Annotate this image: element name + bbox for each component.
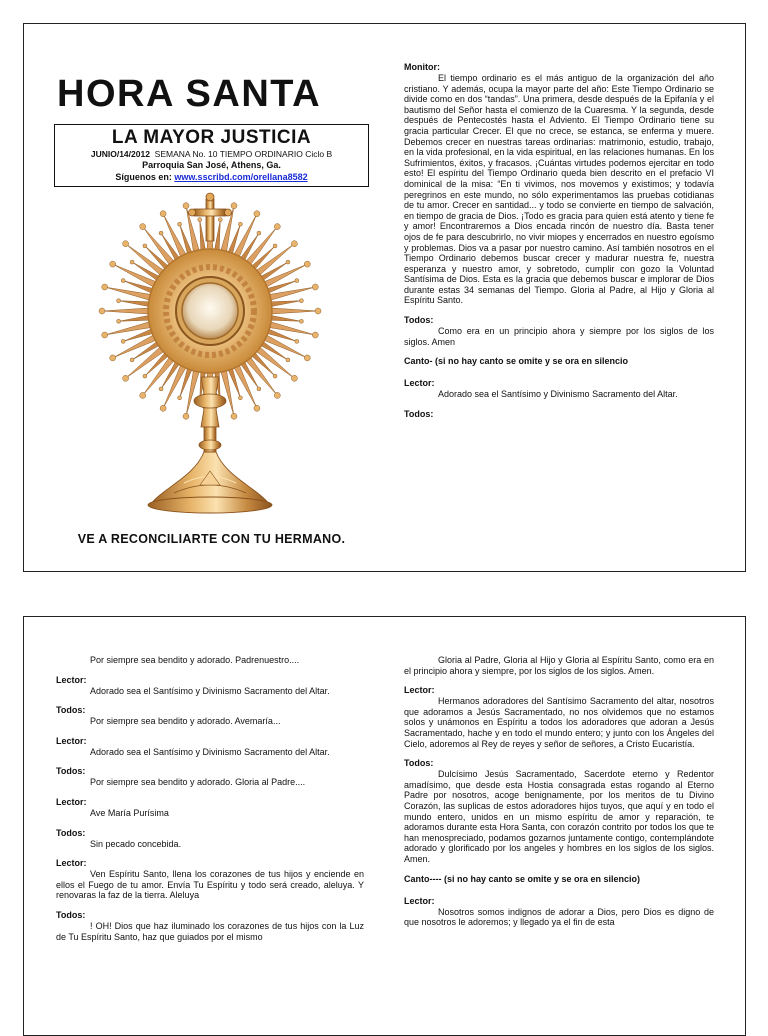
todos-block (56, 766, 364, 788)
todos-block (404, 409, 714, 420)
block-text: Gloria al Padre, Gloria al Hijo y Gloria al Espíritu Santo, como era en el principio ahora y siempre, por los siglos de los siglos. Amen. (404, 655, 714, 676)
role-label: Monitor: (404, 62, 440, 72)
monstrance-ray-tip (254, 211, 260, 217)
role-label: Lector: (404, 378, 435, 389)
monitor-column (404, 62, 714, 429)
role-label: Lector: (404, 685, 435, 696)
monstrance-ray-tip (295, 279, 299, 283)
monstrance-ray-tip (117, 319, 121, 323)
monstrance-ray-tip (273, 374, 277, 378)
follow-link[interactable]: www.sscribd.com/orellana8582 (174, 172, 308, 182)
role-label: Lector: (56, 858, 87, 869)
block-text: ! OH! Dios que haz iluminado los corazones de tus hijos con la Luz de Tu Espíritu Santo, haz que guiados por el mismo (56, 920, 364, 942)
block-text: Por siempre sea bendito y adorado. Avemaría... (90, 716, 281, 727)
role-label: Todos: (56, 909, 86, 920)
block-text: Por siempre sea bendito y adorado. Padrenuestro.... (90, 655, 300, 665)
todos-block (56, 828, 364, 850)
monstrance-ray-tip (160, 405, 166, 411)
role-label: Todos: (56, 705, 86, 716)
role-label: Todos: (404, 315, 434, 326)
monstrance-ray-tip (315, 308, 321, 314)
block-text: Dulcísimo Jesús Sacramentado, Sacerdote eterno y Redentor amadísimo, que desde esta Hostia consagrada estas rogando al Eterno Padre por nosotros, acoge benignamente, por los meritos de tu Divino Corazón, las suplicas de estos adoradores hijos tuyos, que aquí y en todo el mundo entero, unidos en un mismo espíritu de amor y reparación, te adoramos durante esta Hora Santa, con corazón contrito por todos los que te han menospreciado, podamos gozarnos juntamente contigo, contemplándote adorado y glorificado por los angeles y hombres en los siglos de los siglos. Amen. (404, 769, 714, 864)
monstrance-ray-tip (274, 392, 280, 398)
right-column (404, 655, 714, 937)
monitor-block (404, 62, 714, 306)
role-label: Todos: (56, 827, 86, 838)
role-label: Lector: (56, 735, 87, 746)
role-label: Lector: (56, 674, 87, 685)
date-text: JUNIO/14/2012 (90, 149, 150, 159)
monstrance-ray-tip (123, 375, 129, 381)
role-label: Todos: (56, 766, 86, 777)
follow-label: Síguenos en: (115, 172, 172, 182)
block-text: Por siempre sea bendito y adorado. Gloria al Padre.... (90, 777, 306, 788)
lector-block (404, 685, 714, 749)
monstrance-ray-tip (257, 387, 261, 391)
monstrance-ray-tip (102, 284, 108, 290)
monstrance-ray-tip (183, 413, 189, 419)
monstrance-ray-tip (121, 339, 125, 343)
monstrance-ray-tip (183, 203, 189, 209)
document-page-2 (23, 616, 746, 1036)
monstrance-ray-tip (159, 387, 163, 391)
monstrance-ray-tip (102, 332, 108, 338)
monstrance-ray-tip (299, 299, 303, 303)
monstrance-ray-tip (110, 355, 116, 361)
cover-column (54, 72, 369, 546)
monstrance-ray-tip (160, 211, 166, 217)
block-text: Como era en un principio ahora y siempre por los siglos de los siglos. Amen (404, 326, 714, 347)
monstrance-ray-tip (130, 260, 134, 264)
reconcile-caption: VE A RECONCILIARTE CON TU HERMANO. (77, 532, 346, 546)
monstrance-ray-tip (178, 222, 182, 226)
monstrance-ray-tip (140, 224, 146, 230)
lector-block (404, 896, 714, 928)
monstrance-ray-tip (123, 241, 129, 247)
monstrance-ray-tip (299, 319, 303, 323)
monstrance-ray (268, 308, 318, 314)
monstrance-ray-tip (117, 299, 121, 303)
subtitle: LA MAYOR JUSTICIA (111, 127, 312, 148)
main-title: HORA SANTA (57, 73, 322, 115)
monstrance-ray-tip (274, 224, 280, 230)
block-text: Adorado sea el Santísimo y Divinismo Sacramento del Altar. (90, 685, 330, 696)
title-box (54, 124, 369, 187)
block-text: Adorado sea el Santísimo y Divinismo Sacramento del Altar. (438, 389, 678, 400)
monstrance-ray-tip (231, 413, 237, 419)
monstrance-ray-tip (238, 396, 242, 400)
monstrance-ray-tip (286, 358, 290, 362)
block-text: El tiempo ordinario es el más antiguo de la organización del año cristiano. Y además, ocupa la mayor parte del año: Este Tiempo Ordinario se divide como en dos “tandas”. Una primera, desde después de la Epifanía y el bautismo del Señor hasta el comienzo de la Cuaresma. Y la segunda, desde después de Pentecostés hasta el Adviento. El Tiempo Ordinario tiene su gracia particular Crecer. El que no crece, se estanca, se enferma y muere. Debemos crecer en nuestras tareas ordinarias: matrimonio, estudio, trabajo, en la vida profesional, en la vida espiritual, en las relaciones humanas. En los Sufrimientos, éxitos, y fracasos. ¡Cuántas virtudes podemos ejercitar en todo esto! El espíritu del Tiempo Ordinario queda bien descrito en el prefacio VI dominical de la misa: “En ti vivimos, nos movemos y existimos; y todavía peregrinos en este mundo, no sólo experimentamos las pruebas cotidianas de tu amor. Crecer en santidad... y todo se convierte en tiempo de salvación, en tiempo de gracia de Dios. ¡Todo es gracia para quien está atento y tiene fe y amor! Encontraremos a Dios encada rincón de nuestro día. Basta tener ojos de fe para descubrirlo, no vivir miopes y encerrados en nuestro egoísmo y problemas. Dios va a pasar por nuestro camino. Así también nosotros en el Tiempo Ordinario debemos buscar crecer y madurar nuestra fe, nuestra esperanza y nuestro amor, y sobretodo, cumplir con gozo la Voluntad Santísima de Dios. Esta es la gracia que debemos buscar e implorar de Dios durante estas 34 semanas del Tiempo. Gloria al Padre, al Hijo y Gloria al Espíritu Santo. (404, 73, 714, 306)
lector-block (56, 736, 364, 758)
block-text: Ave María Purísima (90, 807, 169, 818)
block-text: Nosotros somos indignos de adorar a Dios, pero Dios es digno de que nosotros le adoremos; y llegado ya el fin de esta (404, 906, 714, 928)
lector-block (404, 378, 714, 400)
todos-block (56, 705, 364, 727)
monstrance-icon (54, 187, 369, 532)
monstrance-ray-tip (99, 308, 105, 314)
monstrance-ray-tip (254, 405, 260, 411)
monstrance-ray-tip (291, 375, 297, 381)
left-column (56, 655, 364, 951)
lector-block (56, 675, 364, 697)
monstrance-ray-tip (159, 231, 163, 235)
follow-line (61, 171, 362, 183)
block-text: Ven Espíritu Santo, llena los corazones de tus hijos y enciende en ellos el Fuego de tu amor. Envía Tu Espíritu y todo será creado, aleluya. Y renovaras la faz de la tierra. Aleluya (56, 869, 364, 901)
monstrance-ray-tip (291, 241, 297, 247)
monstrance-ray-tip (286, 260, 290, 264)
monstrance-ray-tip (140, 392, 146, 398)
canto-note: Canto- (si no hay canto se omite y se ora en silencio (404, 356, 629, 367)
response-block (404, 655, 714, 676)
response-block (56, 655, 364, 666)
role-label: Todos: (404, 408, 434, 419)
monstrance-ray-tip (304, 355, 310, 361)
monstrance-illustration (54, 187, 369, 532)
monstrance-ray-tip (198, 218, 202, 222)
todos-block (56, 910, 364, 942)
monstrance-ray-tip (178, 396, 182, 400)
monstrance-ray-tip (143, 374, 147, 378)
lector-block (56, 797, 364, 819)
monstrance-ray (102, 308, 152, 314)
monstrance-ray-tip (295, 339, 299, 343)
todos-block (404, 758, 714, 864)
monstrance-ray-tip (312, 332, 318, 338)
monstrance-ray-tip (130, 358, 134, 362)
monstrance-ray-tip (231, 203, 237, 209)
monstrance-ray-tip (304, 261, 310, 267)
monstrance-ray-tip (312, 284, 318, 290)
monstrance-ray-tip (257, 231, 261, 235)
monstrance-ray-tip (121, 279, 125, 283)
monstrance-ray-tip (110, 261, 116, 267)
block-text: Adorado sea el Santísimo y Divinismo Sacramento del Altar. (90, 746, 330, 757)
lector-block (56, 858, 364, 901)
role-label: Lector: (56, 796, 87, 807)
parish-text: Parroquia San José, Athens, Ga. (142, 160, 281, 170)
block-text: Sin pecado concebida. (90, 838, 182, 849)
canto-note: Canto---- (si no hay canto se omite y se ora en silencio) (404, 873, 641, 884)
block-text: Hermanos adoradores del Santísimo Sacramento del altar, nosotros que adoramos a Jesús Sacramentado, no nos olvidemos que no estamos solos y unámonos en Espíritu a todos los adoradores que adoran a Jesús Sacramentado, hache y en todo el mundo entero; y junto con los Ángeles del Cielo, adoremos al Rey de reyes y señor de señores, a Cristo Eucaristía. (404, 696, 714, 749)
week-text: SEMANA No. 10 TIEMPO ORDINARIO Ciclo B (154, 149, 333, 159)
monstrance-ray-tip (218, 218, 222, 222)
todos-block (404, 315, 714, 347)
document-page-1 (23, 23, 746, 572)
role-label: Todos: (404, 758, 434, 769)
role-label: Lector: (404, 895, 435, 906)
monstrance-ray-tip (273, 244, 277, 248)
monstrance-ray-tip (143, 244, 147, 248)
monstrance-ray-tip (238, 222, 242, 226)
date-week-line (61, 149, 362, 160)
